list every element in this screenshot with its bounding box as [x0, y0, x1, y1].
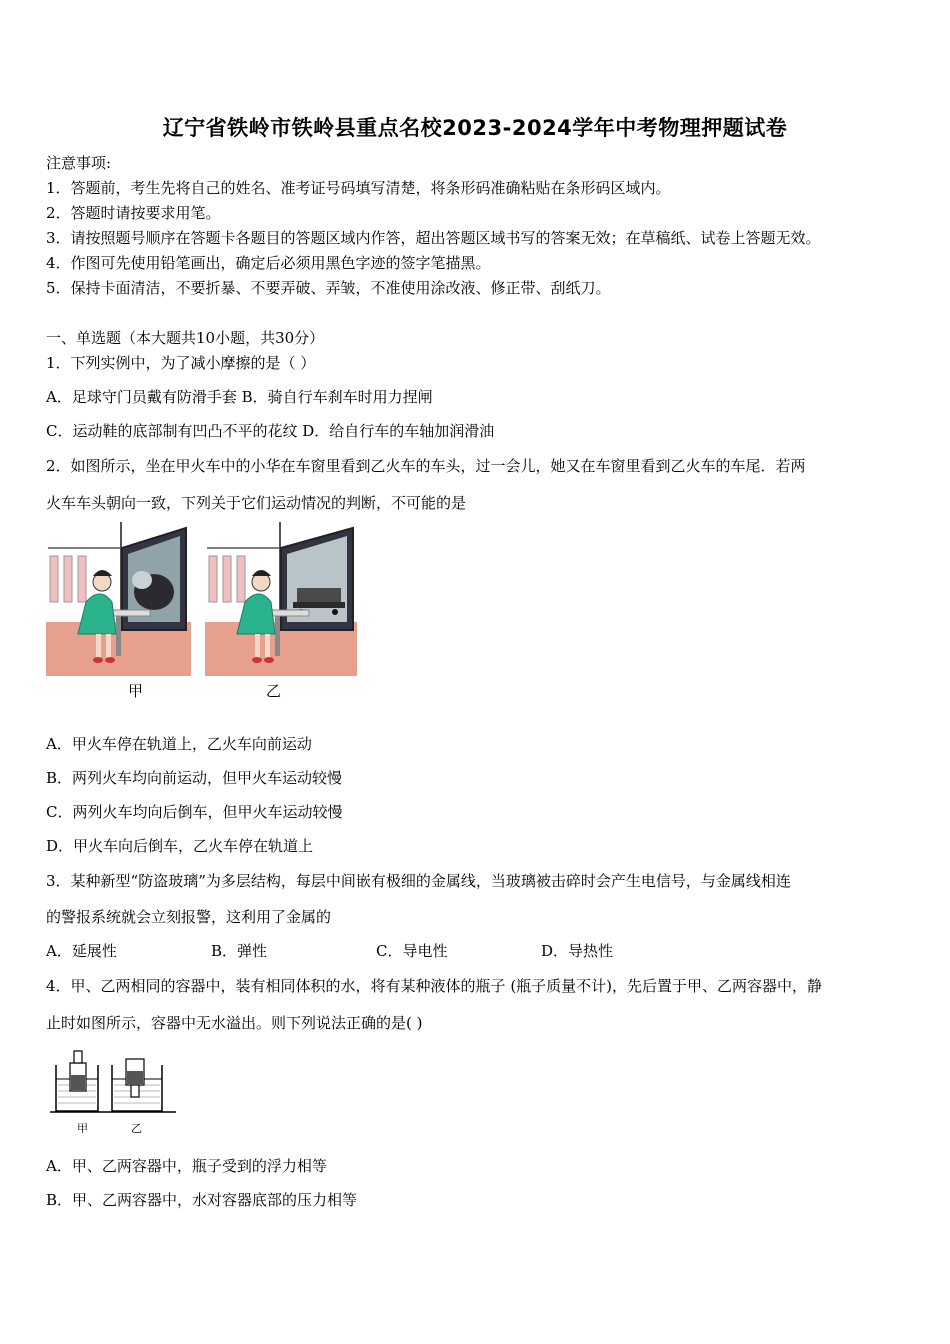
question-3-option-a: A．延展性	[46, 942, 117, 960]
question-2-option-c: C．两列火车均向后倒车，但甲火车运动较慢	[46, 803, 343, 821]
question-3-option-c: C．导电性	[376, 942, 448, 960]
question-3-stem: 的警报系统就会立刻报警，这利用了金属的	[46, 908, 332, 926]
figure-label-yi: 乙	[131, 1122, 142, 1135]
question-2-option-d: D．甲火车向后倒车，乙火车停在轨道上	[46, 837, 314, 855]
figure-label-yi: 乙	[266, 682, 282, 700]
question-2-option-b: B．两列火车均向前运动，但甲火车运动较慢	[46, 769, 343, 787]
question-3-option-d: D．导热性	[541, 942, 614, 960]
question-4-option-a: A．甲、乙两容器中，瓶子受到的浮力相等	[46, 1157, 327, 1175]
notice-heading: 注意事项:	[46, 154, 112, 172]
question-4-option-b: B．甲、乙两容器中，水对容器底部的压力相等	[46, 1191, 358, 1209]
section-heading: 一、单选题（本大题共10小题，共30分）	[46, 329, 325, 347]
container-bottle-figure	[48, 1045, 178, 1117]
page-title: 辽宁省铁岭市铁岭县重点名校2023-2024学年中考物理押题试卷	[162, 116, 788, 140]
notice-item: 5．保持卡面清洁，不要折暴、不要弄破、弄皱，不准使用涂改液、修正带、刮纸刀。	[46, 279, 611, 297]
train-window-figure-a	[46, 522, 191, 678]
figure-label-jia: 甲	[128, 682, 144, 700]
question-1-stem: 1．下列实例中，为了减小摩擦的是（ ）	[46, 354, 316, 372]
train-window-figure-b	[205, 522, 357, 678]
notice-item: 4．作图可先使用铅笔画出，确定后必须用黑色字迹的签字笔描黑。	[46, 254, 491, 272]
figure-label-jia: 甲	[77, 1122, 88, 1135]
question-3-options	[46, 940, 613, 961]
question-2-stem: 火车车头朝向一致，下列关于它们运动情况的判断，不可能的是	[46, 494, 467, 512]
notice-item: 1．答题前，考生先将自己的姓名、准考证号码填写清楚，将条形码准确粘贴在条形码区域内。	[46, 179, 671, 197]
question-4-stem: 止时如图所示，容器中无水溢出。则下列说法正确的是( )	[46, 1014, 423, 1032]
question-1-options-ab: A．足球守门员戴有防滑手套 B．骑自行车刹车时用力捏闸	[46, 388, 433, 406]
notice-item: 2．答题时请按要求用笔。	[46, 204, 221, 222]
question-2-stem: 2．如图所示，坐在甲火车中的小华在车窗里看到乙火车的车头，过一会儿，她又在车窗里看到乙火车的车尾．若两	[46, 457, 806, 475]
question-3-stem: 3．某种新型“防盗玻璃”为多层结构，每层中间嵌有极细的金属线，当玻璃被击碎时会产生电信号，与金属线相连	[46, 872, 791, 890]
notice-item: 3．请按照题号顺序在答题卡各题目的答题区域内作答，超出答题区域书写的答案无效；在草稿纸、试卷上答题无效。	[46, 229, 821, 247]
question-3-option-b: B．弹性	[211, 942, 268, 960]
question-4-stem: 4．甲、乙两相同的容器中，装有相同体积的水，将有某种液体的瓶子 (瓶子质量不计)，先后置于甲、乙两容器中，静	[46, 977, 823, 995]
question-2-option-a: A．甲火车停在轨道上，乙火车向前运动	[46, 735, 312, 753]
question-1-options-cd: C．运动鞋的底部制有凹凸不平的花纹 D．给自行车的车轴加润滑油	[46, 422, 495, 440]
